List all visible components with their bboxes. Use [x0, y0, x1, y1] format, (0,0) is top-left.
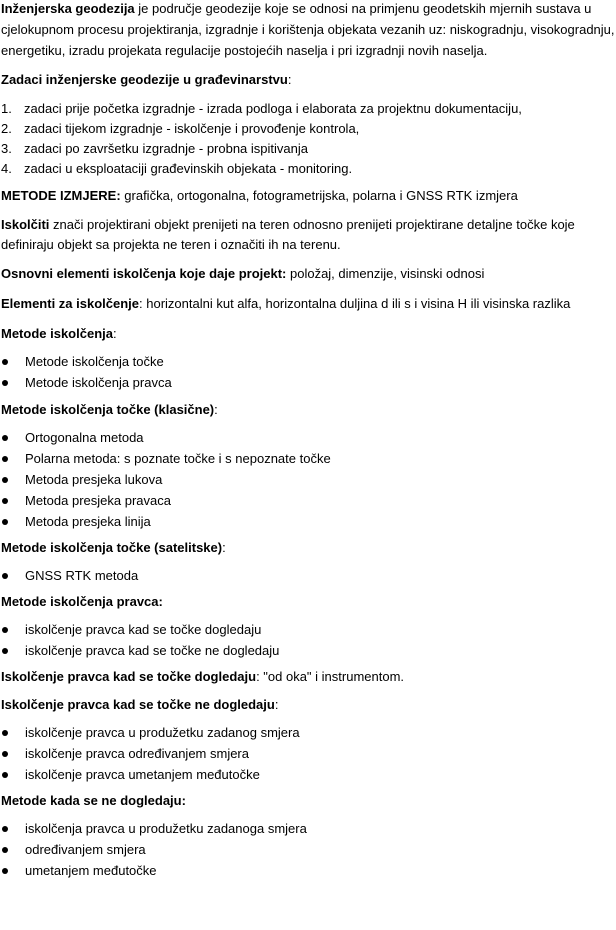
bullet-icon	[2, 847, 8, 853]
list-number: 1.	[1, 101, 12, 116]
not-visible-methods-heading	[1, 791, 616, 811]
list-item	[1, 139, 616, 159]
iskolciti-text: znači projektirani objekt prenijeti na teren odnosno prenijeti projektirane detaljne točke koje definiraju objekt sa projekta ne teren i označiti ih na terenu.	[1, 217, 575, 252]
bullet-icon	[2, 772, 8, 778]
bullet-icon	[2, 498, 8, 504]
bullet-icon	[2, 868, 8, 874]
list-item-text: GNSS RTK metoda	[25, 568, 139, 583]
list-item-text: umetanjem međutočke	[25, 863, 157, 878]
list-item	[1, 490, 616, 511]
not-visible-heading-suffix: :	[274, 697, 279, 712]
list-item	[1, 427, 616, 448]
bullet-icon	[2, 435, 8, 441]
bullet-icon	[2, 826, 8, 832]
visible-text: : "od oka" i instrumentom.	[256, 669, 405, 684]
measure-methods-text: grafička, ortogonalna, fotogrametrijska, polarna i GNSS RTK izmjera	[120, 188, 518, 203]
list-item	[1, 818, 616, 839]
methods-list	[1, 351, 616, 393]
visible-label: Iskolčenje pravca kad se točke dogledaju	[1, 669, 257, 684]
list-item	[1, 619, 616, 640]
list-item	[1, 99, 616, 119]
list-number: 4.	[1, 161, 12, 176]
list-item	[1, 351, 616, 372]
point-classic-list	[1, 427, 616, 532]
visible-paragraph	[1, 667, 616, 687]
list-item	[1, 119, 616, 139]
basic-elements-text: položaj, dimenzije, visinski odnosi	[286, 266, 485, 281]
list-item	[1, 640, 616, 661]
not-visible-methods-list	[1, 818, 616, 881]
tasks-heading-suffix: :	[287, 72, 292, 87]
list-item	[1, 743, 616, 764]
intro-term: Inženjerska geodezija	[1, 1, 135, 16]
list-item-text: zadaci po završetku izgradnje - probna ispitivanja	[24, 141, 308, 156]
list-item-text: iskolčenja pravca u produžetku zadanoga smjera	[25, 821, 307, 836]
list-item-text: Metode iskolčenja točke	[25, 354, 164, 369]
not-visible-methods-heading-text: Metode kada se ne dogledaju:	[1, 793, 186, 808]
bullet-icon	[2, 730, 8, 736]
list-item	[1, 469, 616, 490]
list-number: 3.	[1, 141, 12, 156]
line-methods-heading	[1, 592, 616, 612]
tasks-heading-text: Zadaci inženjerske geodezije u građevinarstvu	[1, 72, 288, 87]
line-methods-list	[1, 619, 616, 661]
bullet-icon	[2, 477, 8, 483]
iskolciti-label: Iskolčiti	[1, 217, 50, 232]
methods-heading	[1, 324, 616, 344]
line-methods-heading-text: Metode iskolčenja pravca:	[1, 594, 163, 609]
stakeout-elements-label: Elementi za iskolčenje	[1, 296, 140, 311]
list-item-text: Metoda presjeka linija	[25, 514, 151, 529]
list-item-text: iskolčenje pravca kad se točke dogledaju	[25, 622, 262, 637]
methods-heading-suffix: :	[112, 326, 117, 341]
bullet-icon	[2, 456, 8, 462]
point-satellite-list	[1, 565, 616, 586]
tasks-list	[1, 99, 616, 179]
list-item	[1, 565, 616, 586]
bullet-icon	[2, 648, 8, 654]
not-visible-heading-text: Iskolčenje pravca kad se točke ne dogledaju	[1, 697, 275, 712]
list-item	[1, 511, 616, 532]
point-satellite-heading-text: Metode iskolčenja točke (satelitske)	[1, 540, 223, 555]
measure-methods-paragraph	[1, 186, 616, 206]
list-item-text: zadaci tijekom izgradnje - iskolčenje i provođenje kontrola,	[24, 121, 360, 136]
bullet-icon	[2, 519, 8, 525]
point-classic-heading	[1, 400, 616, 420]
intro-paragraph	[1, 0, 616, 61]
list-item	[1, 764, 616, 785]
measure-methods-label: METODE IZMJERE:	[1, 188, 121, 203]
bullet-icon	[2, 627, 8, 633]
stakeout-elements-text: : horizontalni kut alfa, horizontalna duljina d ili s i visina H ili visinska razlika	[139, 296, 571, 311]
list-item-text: iskolčenje pravca kad se točke ne dogledaju	[25, 643, 280, 658]
stakeout-elements-paragraph	[1, 294, 616, 314]
basic-elements-label: Osnovni elementi iskolčenja koje daje projekt:	[1, 266, 287, 281]
methods-heading-text: Metode iskolčenja	[1, 326, 113, 341]
list-item-text: zadaci prije početka izgradnje - izrada podloga i elaborata za projektnu dokumentaciju,	[24, 101, 522, 116]
list-item	[1, 448, 616, 469]
list-item-text: Metoda presjeka pravaca	[25, 493, 171, 508]
intro-text: je područje geodezije koje se odnosi na primjenu geodetskih mjernih sustava u cjelokupnom procesu projektiranja, izgradnje i korištenja objekata vezanih uz: niskogradnju, visokogradnju, energetiku, izradu projekata regulacije postojećih naselja i pri izgradnji novih naselja.	[1, 1, 615, 58]
list-number: 2.	[1, 121, 12, 136]
list-item-text: određivanjem smjera	[25, 842, 146, 857]
list-item	[1, 159, 616, 179]
list-item-text: Metoda presjeka lukova	[25, 472, 163, 487]
list-item-text: zadaci u eksploataciji građevinskih objekata - monitoring.	[24, 161, 353, 176]
bullet-icon	[2, 751, 8, 757]
list-item-text: Polarna metoda: s poznate točke i s nepoznate točke	[25, 451, 331, 466]
not-visible-heading	[1, 695, 616, 715]
list-item	[1, 722, 616, 743]
list-item	[1, 372, 616, 393]
list-item-text: iskolčenje pravca u produžetku zadanog smjera	[25, 725, 300, 740]
point-satellite-heading	[1, 538, 616, 558]
bullet-icon	[2, 380, 8, 386]
bullet-icon	[2, 573, 8, 579]
tasks-heading	[1, 70, 616, 90]
iskolciti-paragraph	[1, 215, 616, 255]
point-classic-heading-text: Metode iskolčenja točke (klasične)	[1, 402, 215, 417]
list-item-text: Ortogonalna metoda	[25, 430, 144, 445]
point-satellite-heading-suffix: :	[222, 540, 226, 555]
list-item-text: iskolčenje pravca određivanjem smjera	[25, 746, 249, 761]
list-item-text: iskolčenje pravca umetanjem međutočke	[25, 767, 260, 782]
point-classic-heading-suffix: :	[214, 402, 218, 417]
list-item	[1, 839, 616, 860]
list-item	[1, 860, 616, 881]
not-visible-list	[1, 722, 616, 785]
list-item-text: Metode iskolčenja pravca	[25, 375, 172, 390]
basic-elements-paragraph	[1, 264, 616, 284]
bullet-icon	[2, 359, 8, 365]
